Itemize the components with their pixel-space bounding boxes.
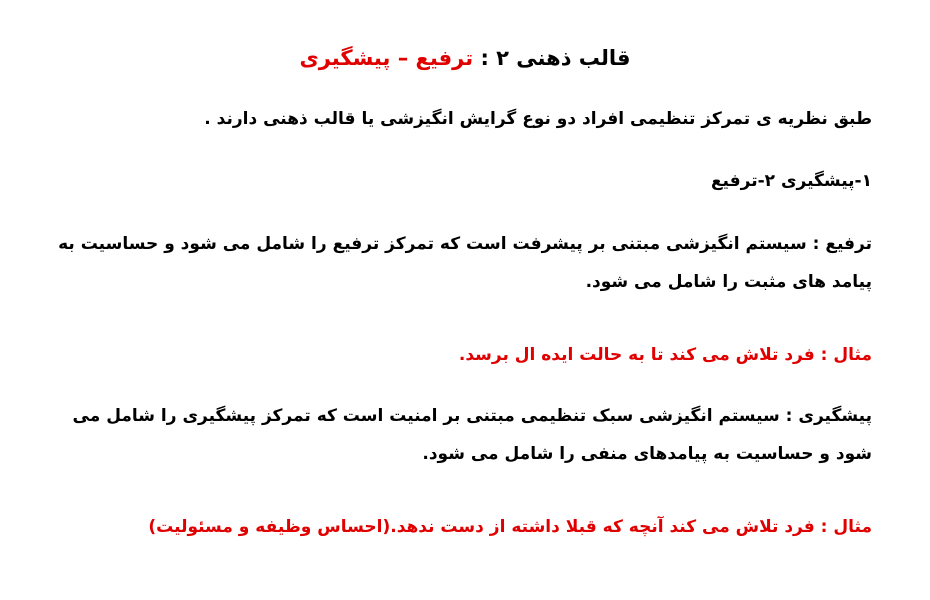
title-highlight: ترفیع – پیشگیری	[299, 46, 474, 70]
intro-paragraph: طبق نظریه ی تمرکز تنظیمی افراد دو نوع گرایش انگیزشی یا قالب ذهنی دارند .	[204, 109, 872, 129]
title-prefix: قالب ذهنی ۲ :	[473, 46, 631, 70]
promotion-definition: ترفیع : سیستم انگیزشی مبتنی بر پیشرفت است که تمرکز ترفیع را شامل می شود و حساسیت به پیامد های مثبت را شامل می شود.	[58, 234, 872, 292]
page-title	[0, 38, 930, 78]
prevention-example: مثال : فرد تلاش می کند آنچه که قبلا داشته از دست ندهد.(احساس وظیفه و مسئولیت)	[148, 517, 872, 537]
promotion-example: مثال : فرد تلاش می کند تا به حالت ایده ال برسد.	[458, 345, 872, 365]
types-list: ۱-پیشگیری ۲-ترفیع	[710, 171, 872, 191]
prevention-definition: پیشگیری : سیستم انگیزشی سبک تنظیمی مبتنی بر امنیت است که تمرکز پیشگیری را شامل می شود و حساسیت به پیامدهای منفی را شامل می شود.	[72, 406, 872, 464]
